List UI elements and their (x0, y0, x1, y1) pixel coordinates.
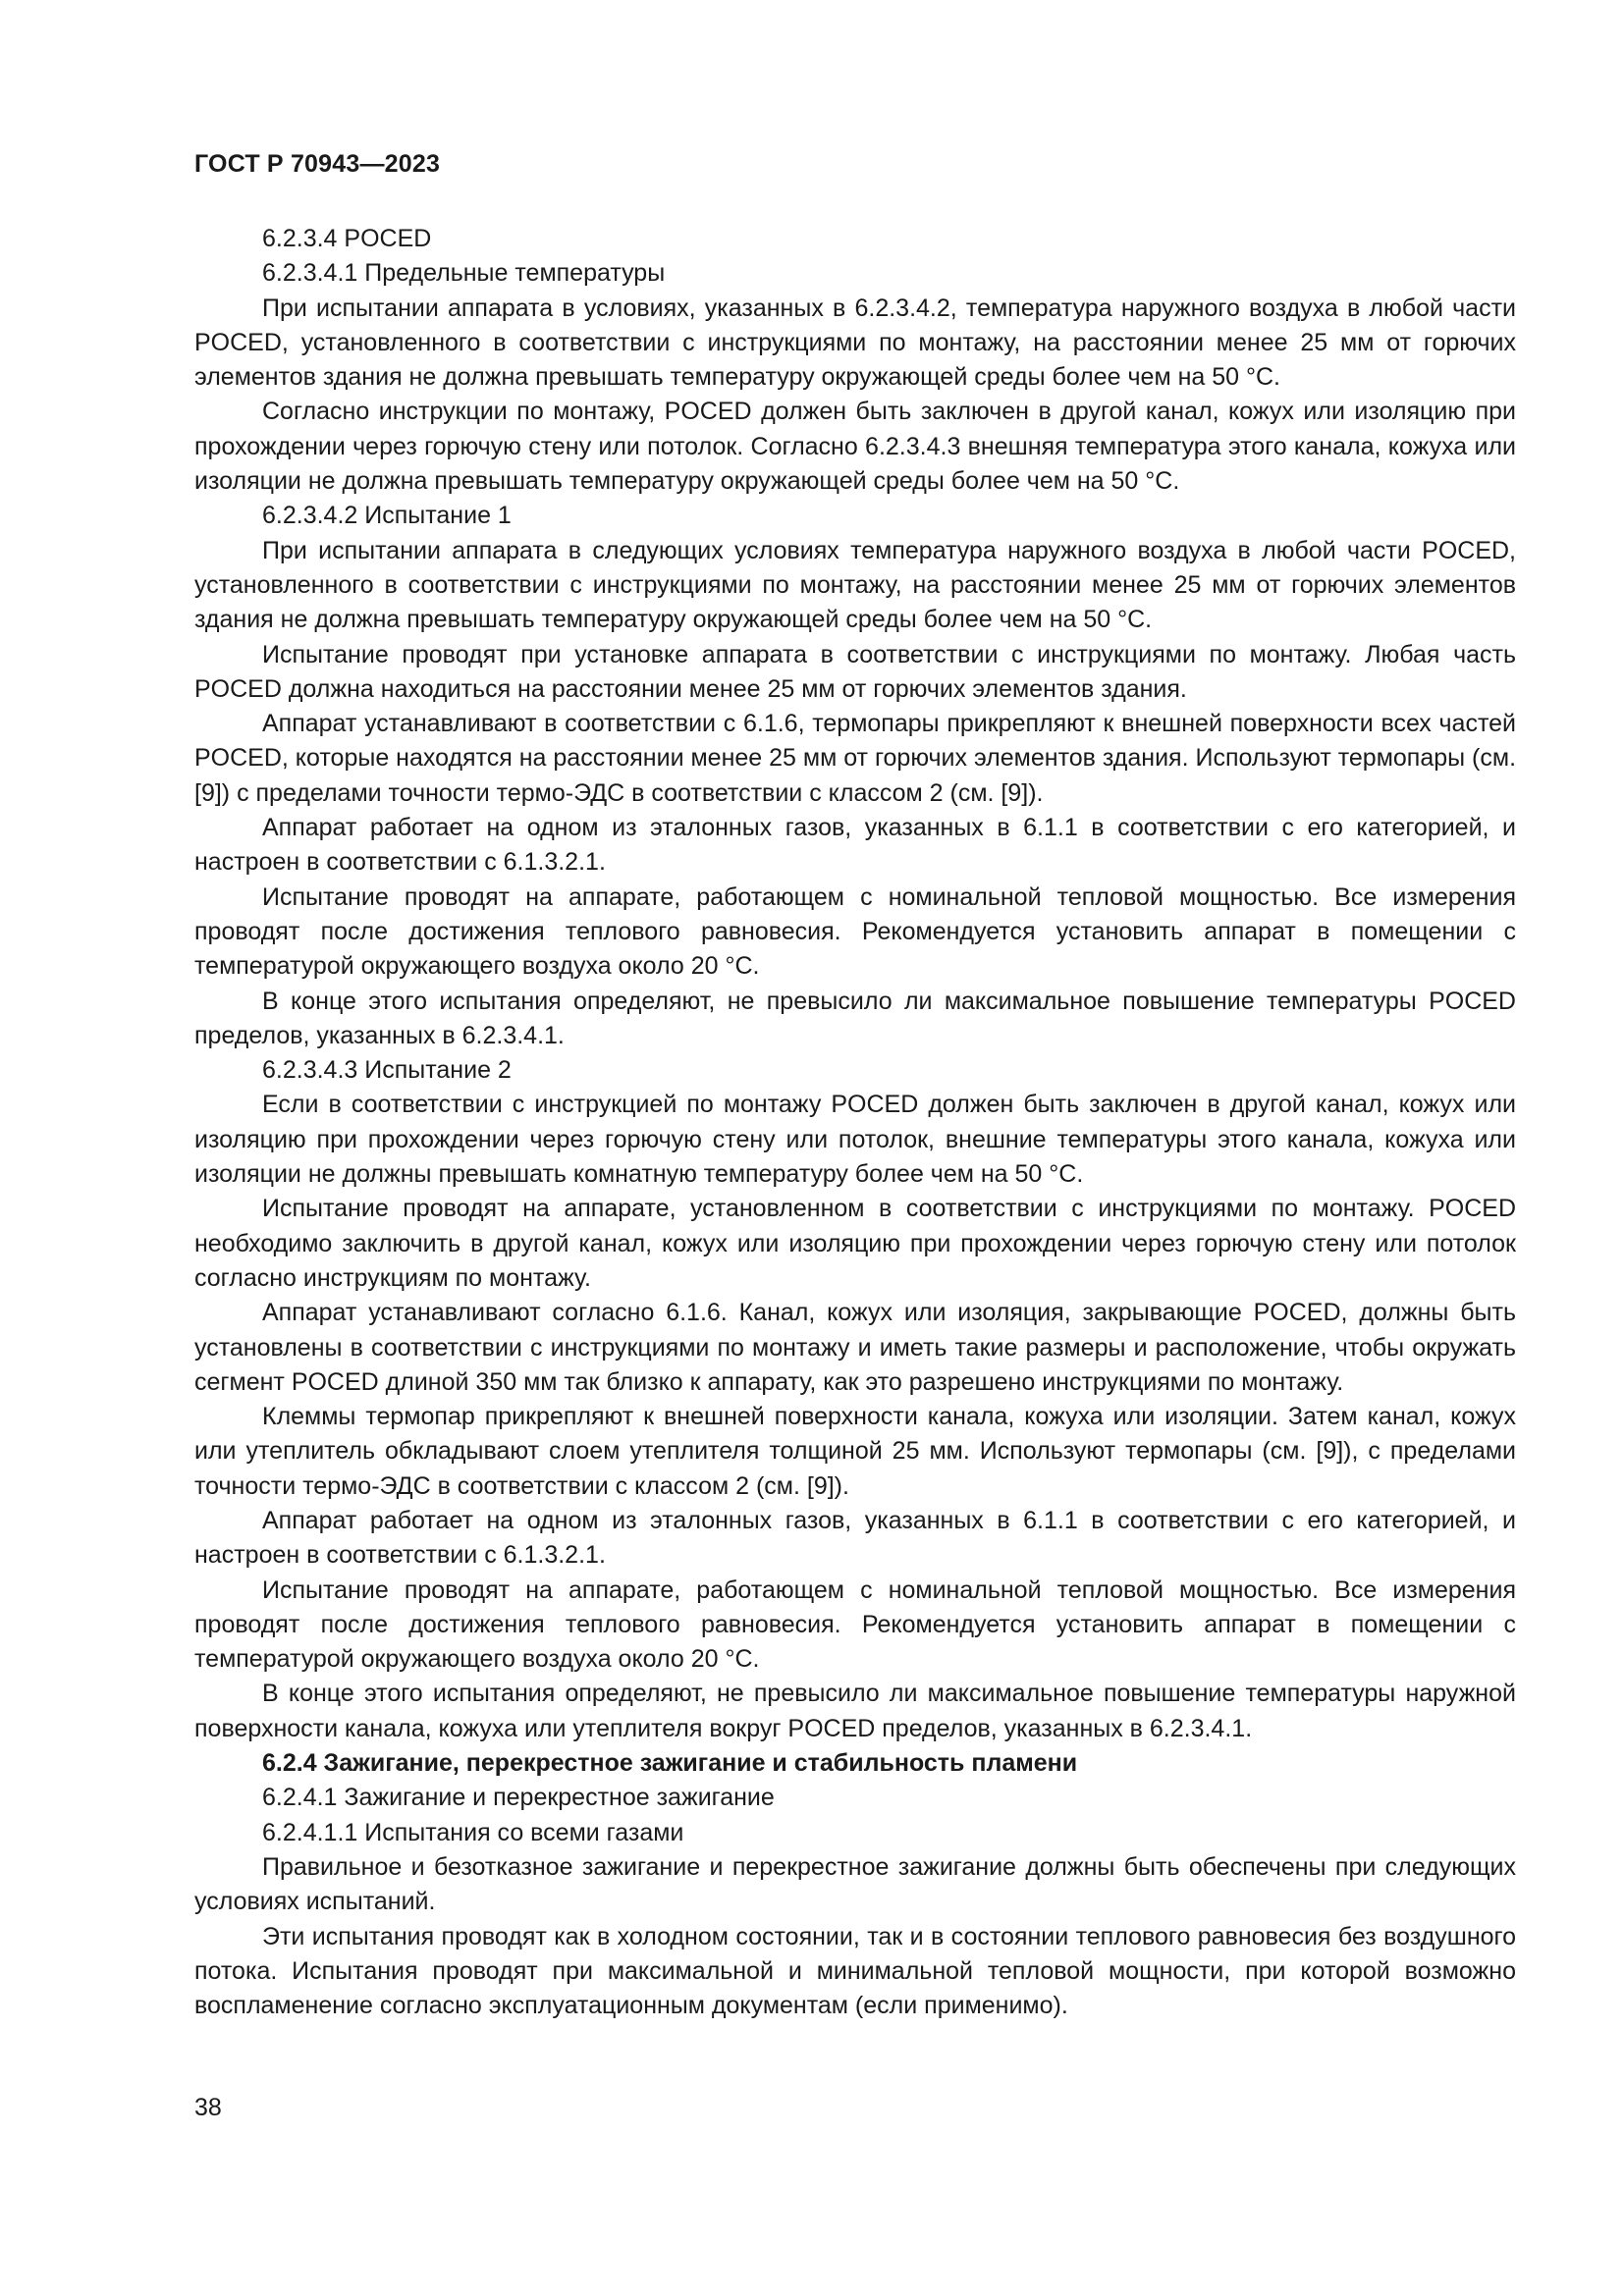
page-number: 38 (194, 2094, 222, 2121)
document-header: ГОСТ Р 70943—2023 (194, 150, 441, 178)
paragraph: Аппарат работает на одном из эталонных газов, указанных в 6.1.1 в соответствии с его категорией, и настроен в соответствии с 6.1.3.2.1. (194, 1506, 1516, 1570)
paragraph: В конце этого испытания определяют, не превысило ли максимальное повышение температуры POCED пределов, указанных в 6.2.3.4.1. (194, 987, 1516, 1049)
paragraph: Испытание проводят на аппарате, установленном в соответствии с инструкциями по монтажу. POCED необходимо заключить в другой канал, кожух или изоляцию при прохождении через горючую стену или потолок согласно инструкциям по монтажу. (194, 1195, 1516, 1292)
subsection-heading: 6.2.4.1.1 Испытания со всеми газами (262, 1818, 684, 1846)
document-body (194, 222, 1516, 2023)
subsection-heading: 6.2.4.1 Зажигание и перекрестное зажигание (262, 1784, 775, 1812)
paragraph: Испытание проводят при установке аппарата в соответствии с инструкциями по монтажу. Любая часть POCED должна находиться на расстоянии менее 25 мм от горючих элементов здания. (194, 640, 1516, 703)
paragraph: Если в соответствии с инструкцией по монтажу POCED должен быть заключен в другой канал, кожух или изоляцию при прохождении через горючую стену или потолок, внешние температуры этого канала, кожуха или изоляции не должны превышать комнатную температуру более чем на 50 °C. (194, 1091, 1516, 1189)
paragraph: Аппарат устанавливают согласно 6.1.6. Канал, кожух или изоляция, закрывающие POCED, должны быть установлены в соответствии с инструкциями по монтажу и иметь такие размеры и расположение, чтобы окружать сегмент POCED длиной 350 мм так близко к аппарату, как это разрешено инструкциями по монтажу. (194, 1299, 1516, 1396)
paragraph: Согласно инструкции по монтажу, POCED должен быть заключен в другой канал, кожух или изоляцию при прохождении через горючую стену или потолок. Согласно 6.2.3.4.3 внешняя температура этого канала, кожуха или изоляции не должна превышать температуру окружающей среды более чем на 50 °C. (194, 398, 1516, 496)
subsection-heading: 6.2.3.4.3 Испытание 2 (262, 1056, 512, 1085)
bold-section-heading: 6.2.4 Зажигание, перекрестное зажигание и стабильность пламени (262, 1749, 1078, 1778)
paragraph: При испытании аппарата в условиях, указанных в 6.2.3.4.2, температура наружного воздуха в любой части POCED, установленного в соответствии с инструкциями по монтажу, на расстоянии менее 25 мм от горючих элементов здания не должна превышать температуру окружающей среды более чем на 50 °C. (194, 294, 1516, 392)
paragraph: Эти испытания проводят как в холодном состоянии, так и в состоянии теплового равновесия без воздушного потока. Испытания проводят при максимальной и минимальной тепловой мощности, при которой возможно воспламенение согласно эксплуатационным документам (если применимо). (194, 1922, 1516, 2020)
section-heading: 6.2.3.4 POCED (262, 225, 432, 252)
paragraph: Правильное и безотказное зажигание и перекрестное зажигание должны быть обеспечены при следующих условиях испытаний. (194, 1852, 1516, 1916)
paragraph: Испытание проводят на аппарате, работающем с номинальной тепловой мощностью. Все измерения проводят после достижения теплового равновесия. Рекомендуется установить аппарат в помещении с температурой окружающего воздуха около 20 °C. (194, 1575, 1516, 1674)
subsection-heading: 6.2.3.4.2 Испытание 1 (262, 502, 512, 530)
subsection-heading: 6.2.3.4.1 Предельные температуры (262, 259, 666, 288)
paragraph: Испытание проводят на аппарате, работающем с номинальной тепловой мощностью. Все измерения проводят после достижения теплового равновесия. Рекомендуется установить аппарат в помещении с температурой окружающего воздуха около 20 °C. (194, 882, 1516, 981)
paragraph: Аппарат устанавливают в соответствии с 6.1.6, термопары прикрепляют к внешней поверхности всех частей POCED, которые находятся на расстоянии менее 25 мм от горючих элементов здания. Используют термопары (см. [9]) с пределами точности термо-ЭДС в соответствии с классом 2 (см. [9]). (194, 710, 1517, 807)
paragraph: Аппарат работает на одном из эталонных газов, указанных в 6.1.1 в соответствии с его категорией, и настроен в соответствии с 6.1.3.2.1. (194, 814, 1516, 877)
paragraph: Клеммы термопар прикрепляют к внешней поверхности канала, кожуха или изоляции. Затем канал, кожух или утеплитель обкладывают слоем утеплителя толщиной 25 мм. Используют термопары (см. [9]), с пределами точности термо-ЭДС в соответствии с классом 2 (см. [9]). (194, 1403, 1516, 1500)
paragraph: При испытании аппарата в следующих условиях температура наружного воздуха в любой части POCED, установленного в соответствии с инструкциями по монтажу, на расстоянии менее 25 мм от горючих элементов здания не должна превышать температуру окружающей среды более чем на 50 °C. (194, 536, 1516, 634)
paragraph: В конце этого испытания определяют, не превысило ли максимальное повышение температуры наружной поверхности канала, кожуха или утеплителя вокруг POCED пределов, указанных в 6.2.3.4.1. (194, 1680, 1516, 1742)
